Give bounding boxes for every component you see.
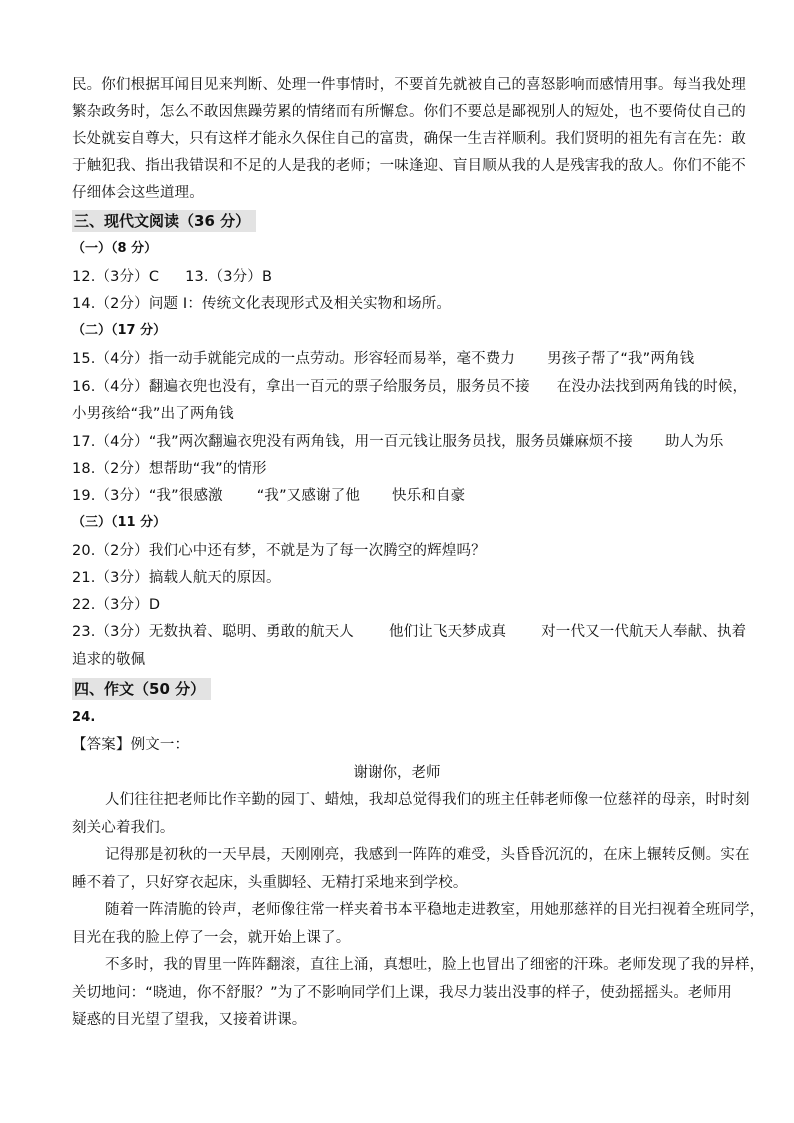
- subsection-heading-3: （三）（11 分）: [72, 515, 167, 530]
- answer-16-part-1: 16.（4分）翻遍衣兜也没有，拿出一百元的票子给服务员，服务员不接: [72, 379, 530, 395]
- essay-title: 谢谢你，老师: [353, 765, 441, 781]
- section-heading-4: 四、作文（50 分）: [72, 678, 211, 700]
- text-line: 长处就妄自尊大，只有这样才能永久保住自己的富贵，确保一生吉祥顺利。我们贤明的祖先有言在先：敢: [72, 131, 746, 147]
- essay-line: 疑惑的目光望了望我，又接着讲课。: [72, 1012, 307, 1028]
- answer-23-part-3: 对一代又一代航天人奉献、执着: [541, 624, 747, 640]
- answer-23-cont: 追求的敬佩: [72, 652, 146, 668]
- answer-19-part-2: “我”又感谢了他: [256, 488, 360, 504]
- answer-17-part-1: 17.（4分）“我”两次翻遍衣兜没有两角钱，用一百元钱让服务员找，服务员嫌麻烦不接: [72, 434, 633, 450]
- answer-19-part-3: 快乐和自豪: [392, 488, 466, 504]
- essay-line: 人们往往把老师比作辛勤的园丁、蜡烛，我却总觉得我们的班主任韩老师像一位慈祥的母亲，时时刻: [105, 792, 750, 808]
- answer-22: 22.（3分）D: [72, 597, 161, 613]
- answer-19-part-1: 19.（3分）“我”很感激: [72, 488, 223, 504]
- answer-17-part-2: 助人为乐: [664, 434, 724, 450]
- answer-19: [72, 486, 465, 506]
- answer-17: [72, 432, 724, 452]
- answer-15-part-1: 15.（4分）指一动手就能完成的一点劳动。形容轻而易举，毫不费力: [72, 351, 516, 367]
- answer-16-cont: 小男孩给“我”出了两角钱: [72, 406, 234, 422]
- answer-13: 13.（3分）B: [185, 269, 273, 285]
- question-24: 24.: [72, 710, 96, 725]
- answer-20: 20.（2分）我们心中还有梦，不就是为了每一次腾空的辉煌吗？: [72, 543, 486, 559]
- essay-line: 随着一阵清脆的铃声，老师像往常一样夹着书本平稳地走进教室，用她那慈祥的目光扫视着全班同学，: [105, 902, 765, 918]
- text-line: 仔细体会这些道理。: [72, 185, 204, 201]
- essay-line: 刻关心着我们。: [72, 820, 175, 836]
- answer-14: 14.（2分）问题 I：传统文化表现形式及相关实物和场所。: [72, 296, 452, 312]
- answer-15: [72, 349, 694, 369]
- answer-16: [72, 377, 747, 397]
- text-line: 民。你们根据耳闻目见来判断、处理一件事情时，不要首先就被自己的喜怒影响而感情用事。每当我处理: [72, 77, 746, 93]
- essay-line: 目光在我的脸上停了一会，就开始上课了。: [72, 930, 351, 946]
- subsection-heading-2: （二）（17 分）: [72, 323, 167, 338]
- answer-12: 12.（3分）C: [72, 269, 160, 285]
- answer-line-12-13: [72, 267, 272, 287]
- essay-line: 记得那是初秋的一天早晨，天刚刚亮，我感到一阵阵的难受，头昏昏沉沉的，在床上辗转反侧。实在: [105, 847, 750, 863]
- essay-line: 不多时，我的胃里一阵阵翻滚，直往上涌，真想吐，脸上也冒出了细密的汗珠。老师发现了我的异样，: [105, 957, 765, 973]
- answer-16-part-2: 在没办法找到两角钱的时候，: [556, 379, 748, 395]
- answer-21: 21.（3分）搞载人航天的原因。: [72, 570, 281, 586]
- text-line: 于触犯我、指出我错误和不足的人是我的老师；一味逢迎、盲目顺从我的人是残害我的敌人。你们不能不: [72, 158, 746, 174]
- answer-label: 【答案】例文一：: [72, 737, 190, 753]
- answer-15-part-2: 男孩子帮了“我”两角钱: [547, 351, 695, 367]
- essay-line: 关切地问：“晓迪，你不舒服？”为了不影响同学们上课，我尽力装出没事的样子，使劲摇摇头。老师用: [72, 985, 732, 1001]
- essay-line: 睡不着了，只好穿衣起床，头重脚轻、无精打采地来到学校。: [72, 875, 468, 891]
- subsection-heading-1: （一）（8 分）: [72, 241, 158, 256]
- answer-23-part-2: 他们让飞天梦成真: [388, 624, 507, 640]
- answer-18: 18.（2分）想帮助“我”的情形: [72, 461, 267, 477]
- answer-23-part-1: 23.（3分）无数执着、聪明、勇敢的航天人: [72, 624, 354, 640]
- answer-23: [72, 622, 746, 642]
- text-line: 繁杂政务时，怎么不敢因焦躁劳累的情绪而有所懈怠。你们不要总是鄙视别人的短处，也不要倚仗自己的: [72, 104, 746, 120]
- section-heading-3: 三、现代文阅读（36 分）: [72, 210, 256, 232]
